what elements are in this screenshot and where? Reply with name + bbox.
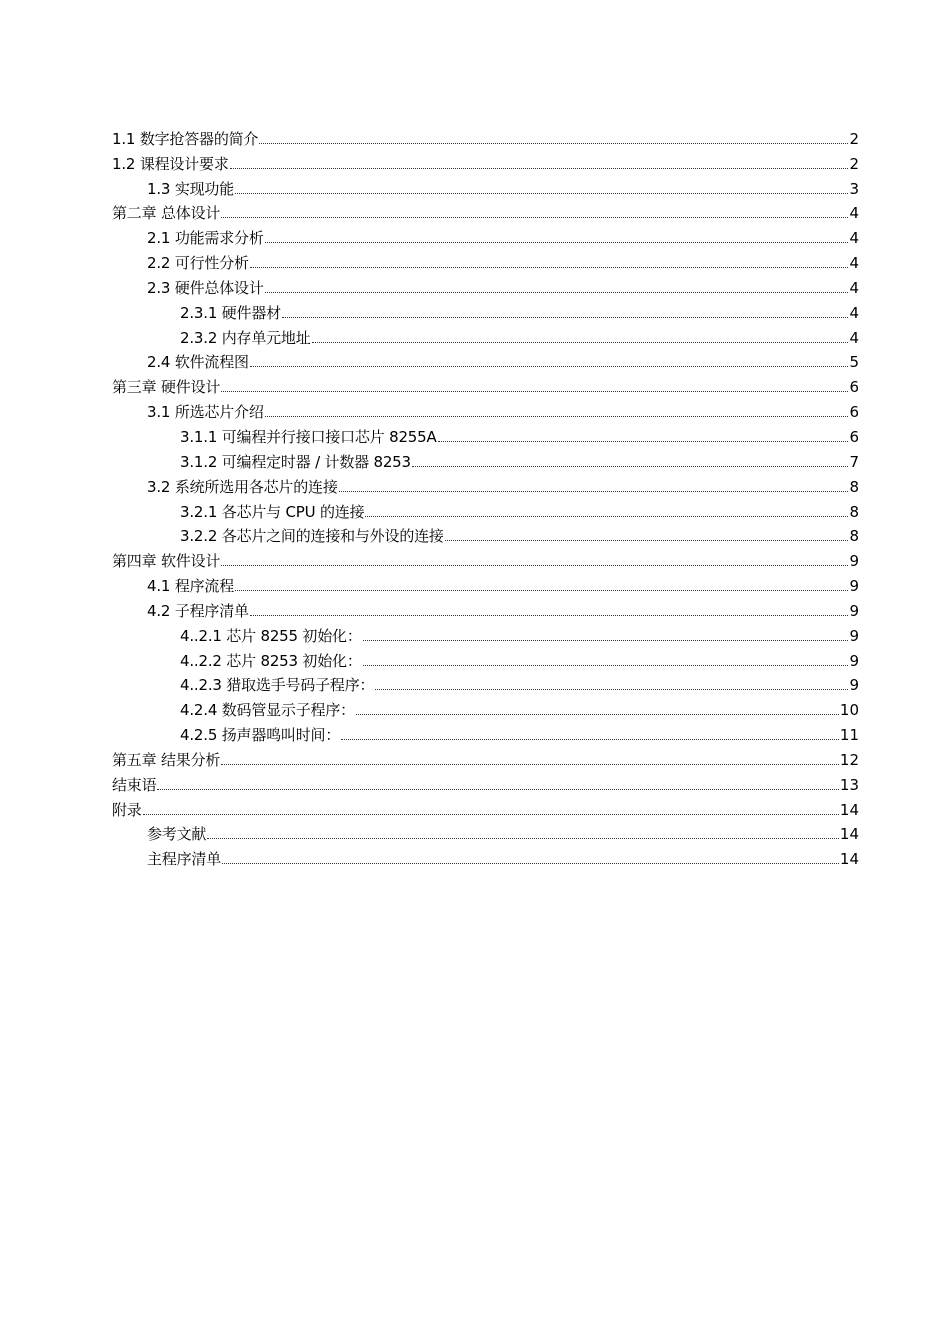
toc-dot-leader (230, 167, 848, 169)
toc-dot-leader (265, 241, 848, 243)
toc-entry-page-number: 14 (839, 800, 859, 819)
toc-entry-page-number: 4 (849, 328, 859, 347)
toc-dot-leader (412, 465, 848, 467)
toc-dot-leader (356, 713, 839, 715)
toc-dot-leader (250, 266, 848, 268)
toc-entry-title: 3.2.1 各芯片与 CPU 的连接 (180, 502, 365, 521)
toc-entry[interactable] (112, 695, 859, 720)
toc-entry-title: 3.1 所选芯片介绍 (147, 403, 264, 422)
toc-dot-leader (221, 763, 839, 765)
toc-dot-leader (339, 490, 848, 492)
toc-entry[interactable] (112, 323, 859, 348)
toc-entry-title: 参考文献 (147, 825, 207, 844)
toc-dot-leader (222, 862, 839, 864)
toc-entry-page-number: 9 (849, 676, 859, 695)
toc-entry-title: 第四章 软件设计 (112, 552, 221, 571)
toc-dot-leader (221, 216, 848, 218)
toc-entry-page-number: 6 (849, 427, 859, 446)
toc-dot-leader (363, 639, 848, 641)
toc-dot-leader (365, 515, 848, 517)
toc-dot-leader (259, 142, 848, 144)
toc-dot-leader (235, 589, 848, 591)
toc-entry-title: 4.1 程序流程 (147, 577, 235, 596)
toc-entry-title: 4.2 子程序清单 (147, 601, 249, 620)
toc-entry-page-number: 4 (849, 229, 859, 248)
toc-entry-page-number: 8 (849, 502, 859, 521)
toc-entry[interactable] (112, 298, 859, 323)
toc-dot-leader (312, 341, 848, 343)
toc-entry[interactable] (112, 621, 859, 646)
toc-dot-leader (438, 440, 848, 442)
toc-entry-title: 第三章 硬件设计 (112, 378, 221, 397)
toc-entry-title: 3.1.1 可编程并行接口接口芯片 8255A (180, 427, 437, 446)
toc-entry-page-number: 6 (849, 403, 859, 422)
toc-entry[interactable] (112, 174, 859, 199)
toc-entry[interactable] (112, 820, 859, 845)
toc-entry-title: 1.3 实现功能 (147, 179, 235, 198)
toc-entry[interactable] (112, 348, 859, 373)
toc-dot-leader (341, 738, 839, 740)
toc-entry-page-number: 14 (839, 825, 859, 844)
toc-entry-page-number: 8 (849, 527, 859, 546)
toc-entry-title: 主程序清单 (147, 850, 222, 869)
toc-entry-page-number: 9 (849, 651, 859, 670)
toc-entry[interactable] (112, 646, 859, 671)
toc-entry-page-number: 9 (849, 577, 859, 596)
toc-entry-page-number: 2 (849, 154, 859, 173)
toc-entry-page-number: 4 (849, 254, 859, 273)
toc-entry-page-number: 9 (849, 552, 859, 571)
toc-entry-title: 4..2.2 芯片 8253 初始化： (180, 651, 362, 670)
toc-entry[interactable] (112, 522, 859, 547)
toc-entry[interactable] (112, 770, 859, 795)
toc-entry[interactable] (112, 199, 859, 224)
toc-entry[interactable] (112, 472, 859, 497)
toc-dot-leader (221, 564, 848, 566)
toc-entry[interactable] (112, 571, 859, 596)
toc-dot-leader (207, 837, 839, 839)
toc-entry-title: 4..2.3 猎取选手号码子程序： (180, 676, 375, 695)
toc-entry-page-number: 4 (849, 303, 859, 322)
toc-entry-title: 2.2 可行性分析 (147, 254, 249, 273)
toc-entry[interactable] (112, 671, 859, 696)
toc-entry-page-number: 3 (849, 179, 859, 198)
toc-entry[interactable] (112, 745, 859, 770)
toc-entry-title: 4.2.5 扬声器鸣叫时间： (180, 726, 341, 745)
toc-entry[interactable] (112, 497, 859, 522)
toc-dot-leader (375, 688, 848, 690)
toc-entry[interactable] (112, 422, 859, 447)
toc-entry[interactable] (112, 546, 859, 571)
toc-dot-leader (157, 788, 839, 790)
toc-entry-page-number: 2 (849, 129, 859, 148)
toc-dot-leader (221, 390, 848, 392)
toc-entry-page-number: 14 (839, 850, 859, 869)
toc-entry[interactable] (112, 397, 859, 422)
toc-entry-page-number: 8 (849, 477, 859, 496)
toc-entry-title: 1.1 数字抢答器的简介 (112, 129, 259, 148)
toc-entry-title: 4..2.1 芯片 8255 初始化： (180, 626, 362, 645)
toc-entry-page-number: 4 (849, 204, 859, 223)
toc-dot-leader (265, 291, 848, 293)
toc-dot-leader (282, 316, 848, 318)
toc-entry-page-number: 13 (839, 775, 859, 794)
toc-dot-leader (265, 415, 848, 417)
toc-entry-page-number: 12 (839, 750, 859, 769)
toc-dot-leader (250, 365, 848, 367)
toc-entry-page-number: 4 (849, 278, 859, 297)
toc-dot-leader (250, 614, 848, 616)
toc-entry-title: 2.1 功能需求分析 (147, 229, 264, 248)
toc-entry-title: 2.3.1 硬件器材 (180, 303, 281, 322)
toc-entry-title: 3.2 系统所选用各芯片的连接 (147, 477, 338, 496)
toc-entry-page-number: 9 (849, 626, 859, 645)
toc-entry[interactable] (112, 795, 859, 820)
toc-entry-page-number: 9 (849, 601, 859, 620)
toc-entry[interactable] (112, 273, 859, 298)
table-of-contents (112, 124, 859, 869)
toc-entry[interactable] (112, 124, 859, 149)
toc-entry[interactable] (112, 248, 859, 273)
toc-entry-title: 3.1.2 可编程定时器 / 计数器 8253 (180, 452, 411, 471)
toc-entry[interactable] (112, 372, 859, 397)
toc-entry[interactable] (112, 447, 859, 472)
toc-entry-page-number: 6 (849, 378, 859, 397)
toc-entry-title: 结束语 (112, 775, 157, 794)
toc-entry[interactable] (112, 720, 859, 745)
toc-dot-leader (235, 192, 848, 194)
toc-entry[interactable] (112, 149, 859, 174)
toc-entry-page-number: 7 (849, 452, 859, 471)
toc-entry-title: 1.2 课程设计要求 (112, 154, 229, 173)
toc-entry-title: 4.2.4 数码管显示子程序： (180, 701, 355, 720)
toc-entry-title: 2.4 软件流程图 (147, 353, 249, 372)
toc-entry-title: 3.2.2 各芯片之间的连接和与外设的连接 (180, 527, 444, 546)
toc-entry-title: 第二章 总体设计 (112, 204, 221, 223)
toc-entry-title: 第五章 结果分析 (112, 750, 221, 769)
toc-entry-title: 附录 (112, 800, 142, 819)
toc-entry[interactable] (112, 844, 859, 869)
toc-entry[interactable] (112, 223, 859, 248)
toc-dot-leader (363, 664, 848, 666)
toc-dot-leader (445, 539, 848, 541)
toc-entry-title: 2.3.2 内存单元地址 (180, 328, 311, 347)
toc-entry[interactable] (112, 596, 859, 621)
toc-entry-title: 2.3 硬件总体设计 (147, 278, 264, 297)
toc-entry-page-number: 10 (839, 701, 859, 720)
toc-dot-leader (143, 813, 839, 815)
toc-entry-page-number: 5 (849, 353, 859, 372)
toc-entry-page-number: 11 (839, 726, 859, 745)
